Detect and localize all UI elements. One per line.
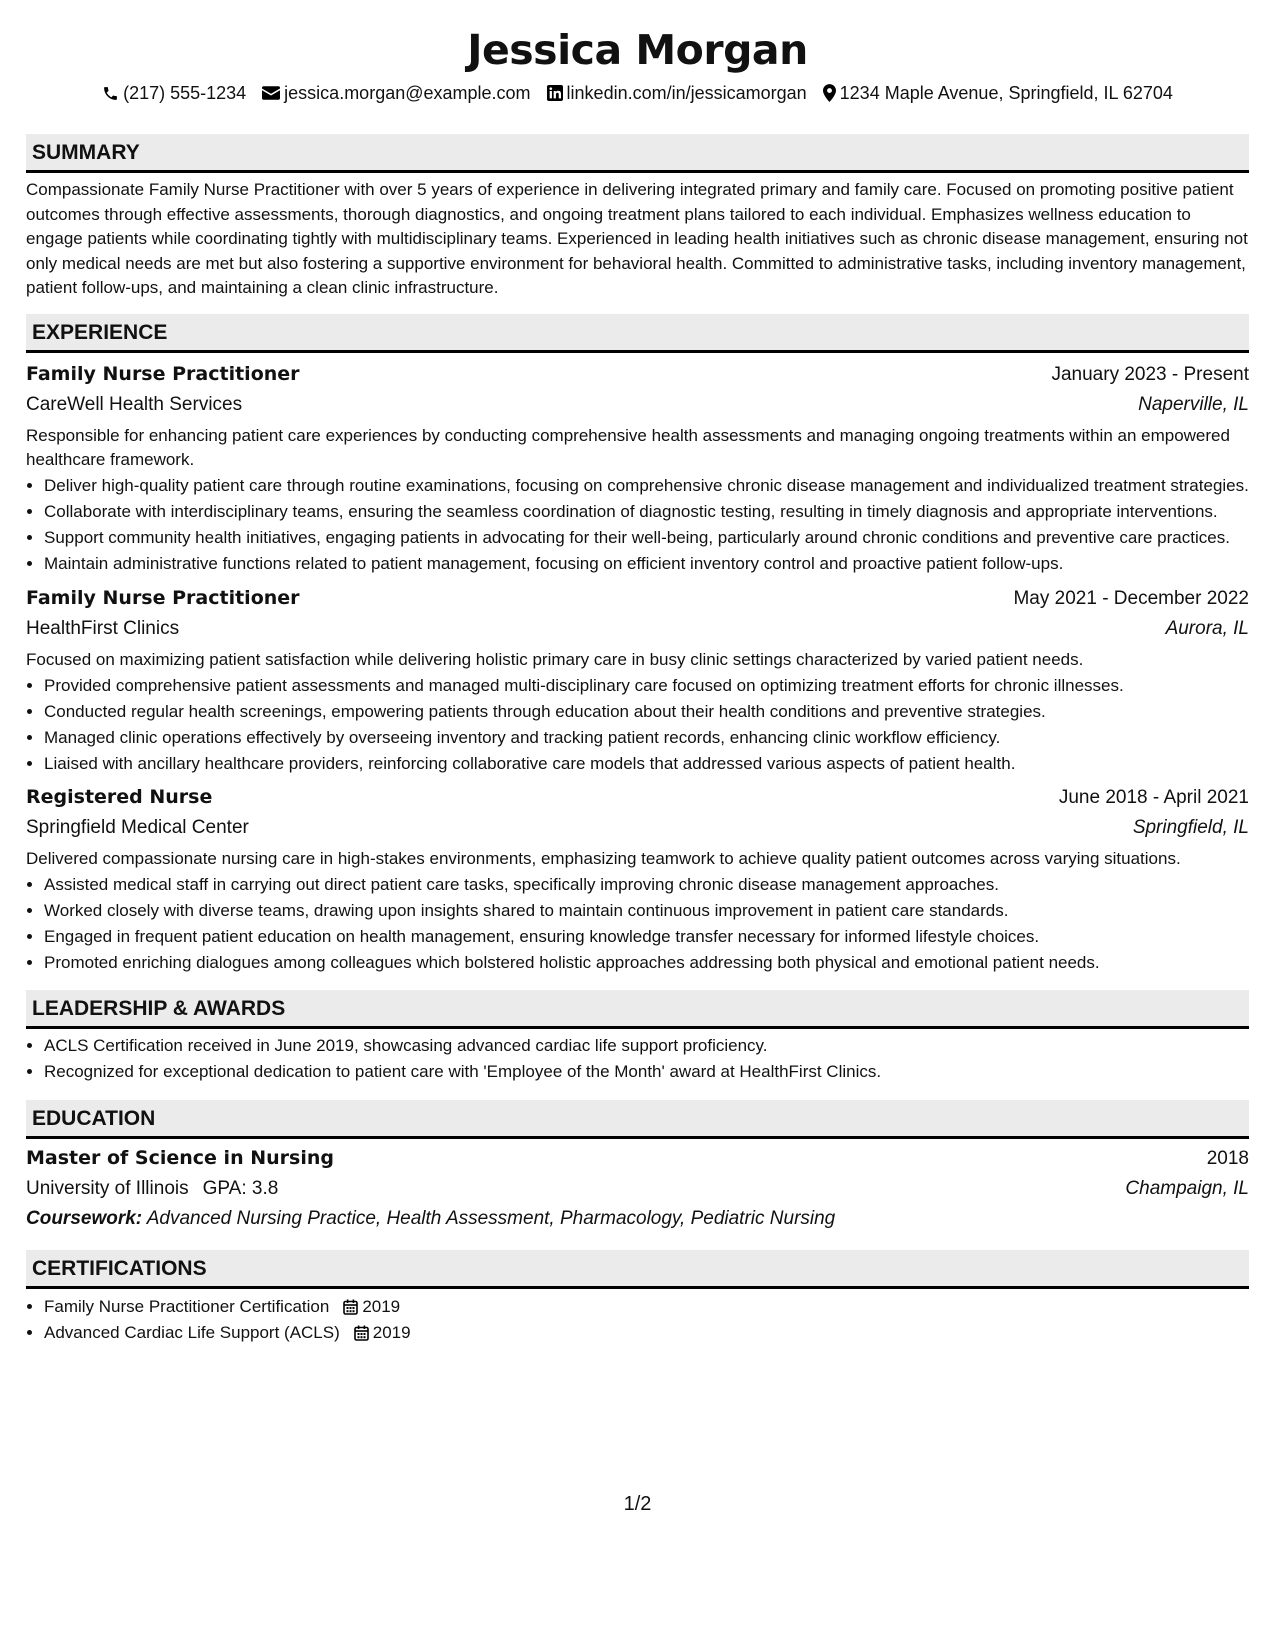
job-description: Delivered compassionate nursing care in high-stakes environments, emphasizing teamwork to achieve quality patient outcomes across varying situations. xyxy=(26,849,1181,868)
calendar-icon xyxy=(343,1299,358,1315)
job-entry xyxy=(26,359,1249,577)
envelope-icon xyxy=(262,86,280,100)
job-bullets xyxy=(26,873,1249,976)
degree-title: Master of Science in Nursing xyxy=(26,1147,334,1169)
email-text: jessica.morgan@example.com xyxy=(284,83,531,103)
job-description: Focused on maximizing patient satisfaction while delivering holistic primary care in busy clinic settings characterized by varied patient needs. xyxy=(26,649,1084,669)
candidate-name: Jessica Morgan xyxy=(467,26,808,74)
school-name: University of Illinois xyxy=(26,1178,189,1199)
job-bullets xyxy=(26,674,1249,777)
job-bullet: • Assisted medical staff in carrying out direct patient care tasks, specifically improving chronic disease management approaches. xyxy=(44,873,1249,898)
job-entry xyxy=(26,782,1249,976)
job-description: Responsible for enhancing patient care experiences by conducting comprehensive health assessments and managing ongoing treatments within an empowered healthcare framework. xyxy=(26,425,1230,469)
job-dates: January 2023 - Present xyxy=(1051,363,1249,385)
coursework-line xyxy=(26,1204,1249,1234)
job-bullet: • Collaborate with interdisciplinary teams, ensuring the seamless coordination of diagnostic testing, resulting in timely diagnosis and appropriate interventions. xyxy=(44,500,1249,525)
job-bullet: • Conducted regular health screenings, empowering patients through education about their health conditions and preventive strategies. xyxy=(44,700,1249,725)
leadership-list xyxy=(26,1034,1249,1085)
job-company: CareWell Health Services xyxy=(26,393,243,415)
job-title: Registered Nurse xyxy=(26,786,213,808)
job-title: Family Nurse Practitioner xyxy=(26,362,300,385)
address-text: 1234 Maple Avenue, Springfield, IL 62704 xyxy=(839,83,1173,103)
education-heading: EDUCATION xyxy=(26,1100,1249,1139)
job-bullet: • Promoted enriching dialogues among colleagues which bolstered holistic approaches addressing both physical and emotional patient needs. xyxy=(44,951,1249,976)
job-company: Springfield Medical Center xyxy=(26,817,249,838)
job-entry xyxy=(26,583,1249,777)
contact-bar xyxy=(26,80,1249,106)
experience-heading: EXPERIENCE xyxy=(26,314,1249,353)
job-bullet: • Provided comprehensive patient assessments and managed multi-disciplinary care focused on optimizing treatment efforts for chronic illnesses. xyxy=(44,674,1249,699)
phone-icon xyxy=(102,85,119,102)
coursework-text: Advanced Nursing Practice, Health Assessment, Pharmacology, Pediatric Nursing xyxy=(146,1208,836,1229)
map-pin-icon xyxy=(823,84,836,102)
job-dates: May 2021 - December 2022 xyxy=(1013,587,1249,609)
school-location: Champaign, IL xyxy=(1125,1178,1249,1199)
job-bullet: • Managed clinic operations effectively by overseeing inventory and tracking patient records, enhancing clinic workflow efficiency. xyxy=(44,726,1249,751)
certification-item xyxy=(44,1321,1249,1346)
contact-email[interactable] xyxy=(262,80,530,106)
job-company: HealthFirst Clinics xyxy=(26,617,180,639)
job-bullet: • Engaged in frequent patient education on health management, ensuring knowledge transfer necessary for informed lifestyle choices. xyxy=(44,925,1249,950)
education-entry xyxy=(26,1143,1249,1234)
summary-text: Compassionate Family Nurse Practitioner with over 5 years of experience in delivering integrated primary and family care. Focused on promoting positive patient outcomes through effective assessments, thorough diagnostics, and ongoing treatment plans tailored to each individual. Emphasizes wellness education to engage patients while coordinating tightly with multidisciplinary teams. Experienced in leading health initiatives such as chronic disease management, ensuring not only medical needs are met but also fostering a supportive environment for behavioral health. Committed to administrative tasks, including inventory management, patient follow-ups, and maintaining a clean clinic infrastructure. xyxy=(26,180,1248,297)
phone-text: (217) 555-1234 xyxy=(123,83,247,103)
linkedin-text: linkedin.com/in/jessicamorgan xyxy=(566,83,807,103)
job-title: Family Nurse Practitioner xyxy=(26,586,300,609)
contact-phone[interactable] xyxy=(102,80,246,106)
certification-name: • Advanced Cardiac Life Support (ACLS) xyxy=(44,1323,340,1342)
job-bullet: • Support community health initiatives, engaging patients in advocating for their well-being, particularly around chronic conditions and preventive care practices. xyxy=(44,526,1249,551)
job-location: Aurora, IL xyxy=(1165,617,1249,639)
school-line xyxy=(26,1174,278,1204)
certification-year: 2019 xyxy=(362,1297,401,1316)
certification-year: 2019 xyxy=(372,1323,411,1342)
job-bullet: • Worked closely with diverse teams, drawing upon insights shared to maintain continuous improvement in patient care standards. xyxy=(44,899,1249,924)
certification-item xyxy=(44,1295,1249,1320)
certification-name: • Family Nurse Practitioner Certification xyxy=(44,1297,330,1316)
certifications-list xyxy=(26,1295,1249,1346)
award-item: • Recognized for exceptional dedication to patient care with 'Employee of the Month' award at HealthFirst Clinics. xyxy=(44,1060,1249,1085)
job-dates: June 2018 - April 2021 xyxy=(1058,787,1249,808)
graduation-year: 2018 xyxy=(1206,1148,1249,1169)
job-bullets xyxy=(26,474,1249,577)
job-bullet: • Maintain administrative functions related to patient management, focusing on efficient inventory control and proactive patient follow-ups. xyxy=(44,552,1249,577)
summary-heading: SUMMARY xyxy=(26,134,1249,173)
linkedin-icon xyxy=(547,85,563,101)
job-location: Springfield, IL xyxy=(1132,817,1249,838)
coursework-label: Coursework: xyxy=(26,1208,143,1229)
job-bullet: • Liaised with ancillary healthcare providers, reinforcing collaborative care models that addressed various aspects of patient health. xyxy=(44,752,1249,777)
contact-address xyxy=(823,80,1173,106)
job-bullet: • Deliver high-quality patient care through routine examinations, focusing on comprehensive chronic disease management and individualized treatment strategies. xyxy=(44,474,1249,499)
contact-linkedin[interactable] xyxy=(547,80,807,106)
leadership-heading: LEADERSHIP & AWARDS xyxy=(26,990,1249,1029)
gpa: GPA: 3.8 xyxy=(202,1178,279,1199)
job-location: Naperville, IL xyxy=(1138,393,1249,415)
certifications-heading: CERTIFICATIONS xyxy=(26,1250,1249,1289)
page-number: 1/2 xyxy=(623,1493,652,1515)
calendar-icon xyxy=(354,1325,369,1341)
award-item: • ACLS Certification received in June 2019, showcasing advanced cardiac life support proficiency. xyxy=(44,1034,1249,1059)
